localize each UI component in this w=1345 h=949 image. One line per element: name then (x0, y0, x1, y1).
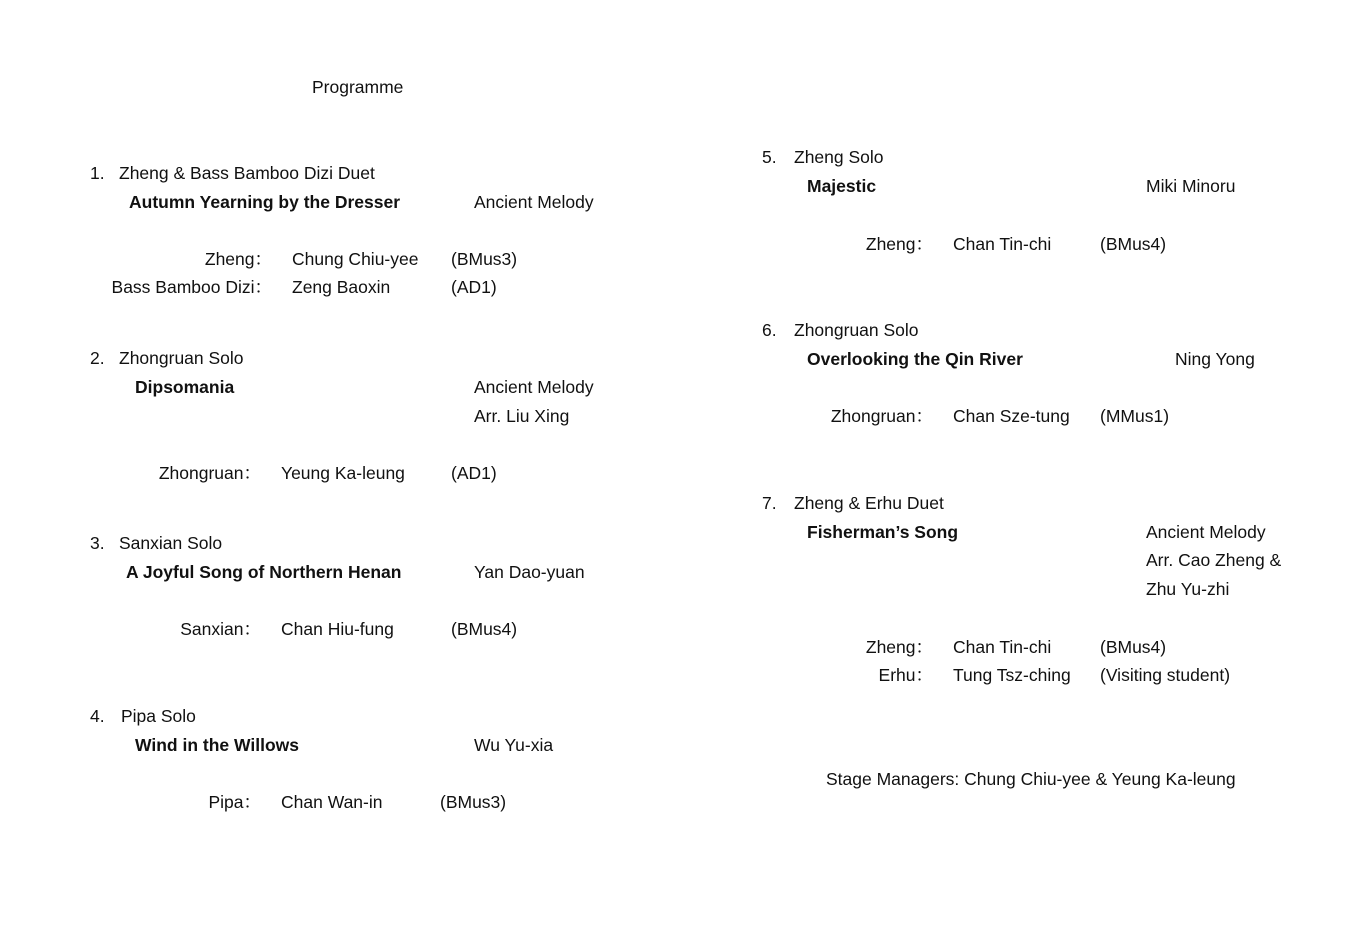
composer: Yan Dao-yuan (474, 562, 585, 582)
composer: Ancient Melody (1146, 522, 1266, 542)
composer: Ancient Melody (474, 377, 594, 397)
item-number: 5. (762, 147, 777, 167)
work-title: A Joyful Song of Northern Henan (126, 562, 402, 582)
item-category: Zhongruan Solo (119, 348, 244, 368)
performer-program: (BMus4) (1100, 637, 1167, 657)
performer-instrument: Zhongruan： (830, 406, 933, 426)
work-title: Overlooking the Qin River (807, 349, 1023, 369)
performer-program: (BMus4) (451, 619, 518, 639)
performer-name: Chan Tin-chi (953, 234, 1052, 254)
item-category: Sanxian Solo (119, 533, 223, 553)
work-title: Fisherman’s Song (807, 522, 959, 542)
composer: Wu Yu-xia (474, 735, 554, 755)
performer-instrument: Zheng： (204, 249, 272, 269)
arranger: Zhu Yu-zhi (1146, 579, 1230, 599)
performer-name: Chung Chiu-yee (292, 249, 419, 269)
item-number: 4. (90, 706, 105, 726)
work-title: Wind in the Willows (135, 735, 299, 755)
work-title: Majestic (807, 176, 877, 196)
performer-instrument: Bass Bamboo Dizi： (111, 277, 272, 297)
performer-name: Yeung Ka-leung (281, 463, 405, 483)
performer-name: Zeng Baoxin (292, 277, 391, 297)
item-category: Zheng Solo (794, 147, 884, 167)
performer-name: Tung Tsz-ching (953, 665, 1071, 685)
item-number: 2. (90, 348, 105, 368)
arranger: Arr. Cao Zheng & (1146, 550, 1282, 570)
performer-instrument: Sanxian： (180, 619, 261, 639)
performer-program: (BMus3) (451, 249, 518, 269)
item-number: 7. (762, 493, 777, 513)
work-title: Dipsomania (135, 377, 235, 397)
performer-program: (MMus1) (1100, 406, 1170, 426)
performer-name: Chan Sze-tung (953, 406, 1070, 426)
performer-name: Chan Wan-in (281, 792, 383, 812)
performer-name: Chan Hiu-fung (281, 619, 394, 639)
work-title: Autumn Yearning by the Dresser (129, 192, 401, 212)
item-category: Zheng & Erhu Duet (794, 493, 944, 513)
stage-managers: Stage Managers: Chung Chiu-yee & Yeung Ka-leung (826, 769, 1236, 789)
programme-title: Programme (312, 77, 404, 97)
composer: Ning Yong (1175, 349, 1255, 369)
performer-instrument: Zhongruan： (158, 463, 261, 483)
performer-instrument: Erhu： (878, 665, 933, 685)
performer-program: (BMus3) (440, 792, 507, 812)
performer-instrument: Zheng： (865, 637, 933, 657)
item-number: 6. (762, 320, 777, 340)
performer-program: (AD1) (451, 277, 497, 297)
performer-instrument: Zheng： (865, 234, 933, 254)
arranger: Arr. Liu Xing (474, 406, 570, 426)
item-number: 1. (90, 163, 105, 183)
item-category: Pipa Solo (121, 706, 196, 726)
composer: Ancient Melody (474, 192, 594, 212)
item-number: 3. (90, 533, 105, 553)
performer-program: (BMus4) (1100, 234, 1167, 254)
performer-instrument: Pipa： (208, 792, 261, 812)
performer-name: Chan Tin-chi (953, 637, 1052, 657)
item-category: Zhongruan Solo (794, 320, 919, 340)
item-category: Zheng & Bass Bamboo Dizi Duet (119, 163, 375, 183)
performer-program: (AD1) (451, 463, 497, 483)
performer-program: (Visiting student) (1100, 665, 1231, 685)
composer: Miki Minoru (1146, 176, 1236, 196)
